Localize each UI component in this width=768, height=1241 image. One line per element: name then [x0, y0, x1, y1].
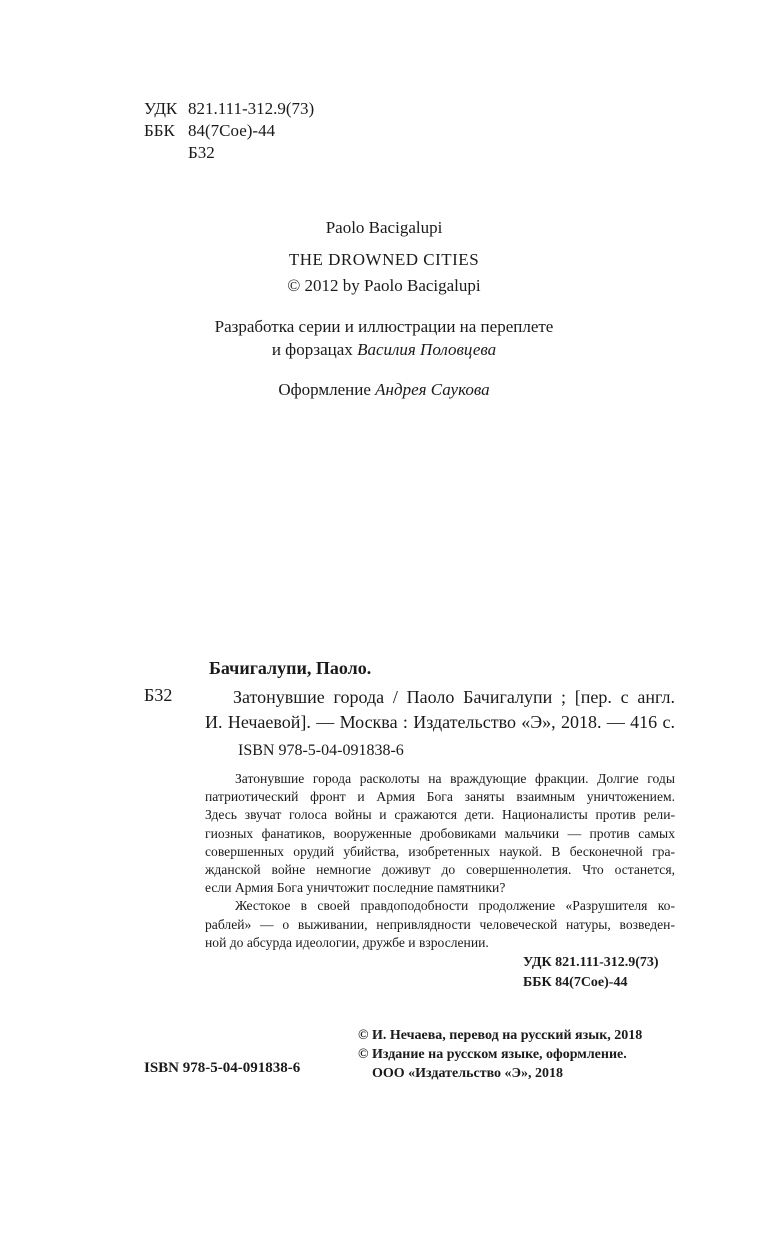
bbk-value: 84(7Сое)-44 [188, 121, 276, 140]
abstract-line: совершенных орудий убийства, изобретенных наукой. В бесконечной гра- [205, 843, 675, 859]
edition-copyright: © Издание на русском языке, оформление. [358, 1047, 627, 1062]
bbk-row [144, 120, 314, 142]
publisher-copyright: ООО «Издательство «Э», 2018 [372, 1066, 564, 1081]
catalog-heading: Бачигалупи, Паоло. [209, 658, 372, 678]
series-designer-name: Василия Половцева [357, 340, 497, 359]
layout-designer-name: Андрея Саукова [375, 380, 490, 399]
copyright-block [358, 1026, 642, 1083]
abstract-line: Жестокое в своей правдоподобности продолжение «Разрушителя ко- [235, 898, 675, 914]
udk-value: 821.111-312.9(73) [188, 99, 315, 118]
author-mark-row [144, 142, 314, 164]
abstract-paragraph-1 [205, 770, 675, 897]
abstract-line: ной до абсурда идеологии, дружбе и взрослении. [205, 934, 489, 950]
abstract [205, 770, 675, 952]
udk-bottom: УДК 821.111-312.9(73) [523, 955, 659, 970]
classification-codes [144, 98, 314, 164]
author-mark: Б32 [188, 143, 215, 162]
abstract-line: Здесь звучат голоса войны и сражаются дети. Националисты против рели- [205, 807, 675, 823]
abstract-line: если Армия Бога уничтожит последние памятники? [205, 880, 506, 896]
original-title: THE DROWNED CITIES [288, 250, 480, 269]
catalog-description-line1: Затонувшие города / Паоло Бачигалупи ; [пер. с англ. [233, 687, 675, 707]
footer-isbn: ISBN 978-5-04-091838-6 [144, 1060, 301, 1076]
catalog-description-line2: И. Нечаевой]. — Москва : Издательство «Э», 2018. — 416 с. [205, 712, 675, 732]
bbk-bottom: ББК 84(7Сое)-44 [523, 975, 628, 990]
layout-credit [0, 380, 768, 400]
abstract-line: патриотический фронт и Армия Бога заняты взаимным уничтожением. [205, 789, 675, 805]
original-author: Paolo Bacigalupi [325, 218, 443, 237]
translation-copyright: © И. Нечаева, перевод на русский язык, 2018 [358, 1028, 643, 1043]
udk-row [144, 98, 314, 120]
udk-label: УДК [144, 99, 178, 118]
abstract-line: гиозных фанатиков, вооруженные дробовиками мальчики — против самых [205, 825, 675, 841]
catalog-code: Б32 [144, 685, 173, 705]
classification-codes-bottom [523, 953, 659, 993]
abstract-paragraph-2 [205, 897, 675, 952]
bbk-label: ББК [144, 121, 175, 140]
abstract-line: раблей» — о выживании, непривлядности человеческой натуры, возведен- [205, 916, 675, 932]
series-design-prefix: и форзацах [271, 340, 358, 359]
original-copyright: © 2012 by Paolo Bacigalupi [287, 276, 481, 295]
catalog-description [205, 685, 675, 735]
series-design-line2 [0, 340, 768, 360]
series-design-line1: Разработка серии и иллюстрации на переплете [214, 317, 554, 336]
abstract-line: жданской войне немногие доживут до совершеннолетия. Что останется, [205, 862, 675, 878]
layout-prefix: Оформление [278, 380, 376, 399]
catalog-isbn: ISBN 978-5-04-091838-6 [238, 742, 404, 759]
abstract-line: Затонувшие города расколоты на враждующие фракции. Долгие годы [235, 771, 675, 786]
